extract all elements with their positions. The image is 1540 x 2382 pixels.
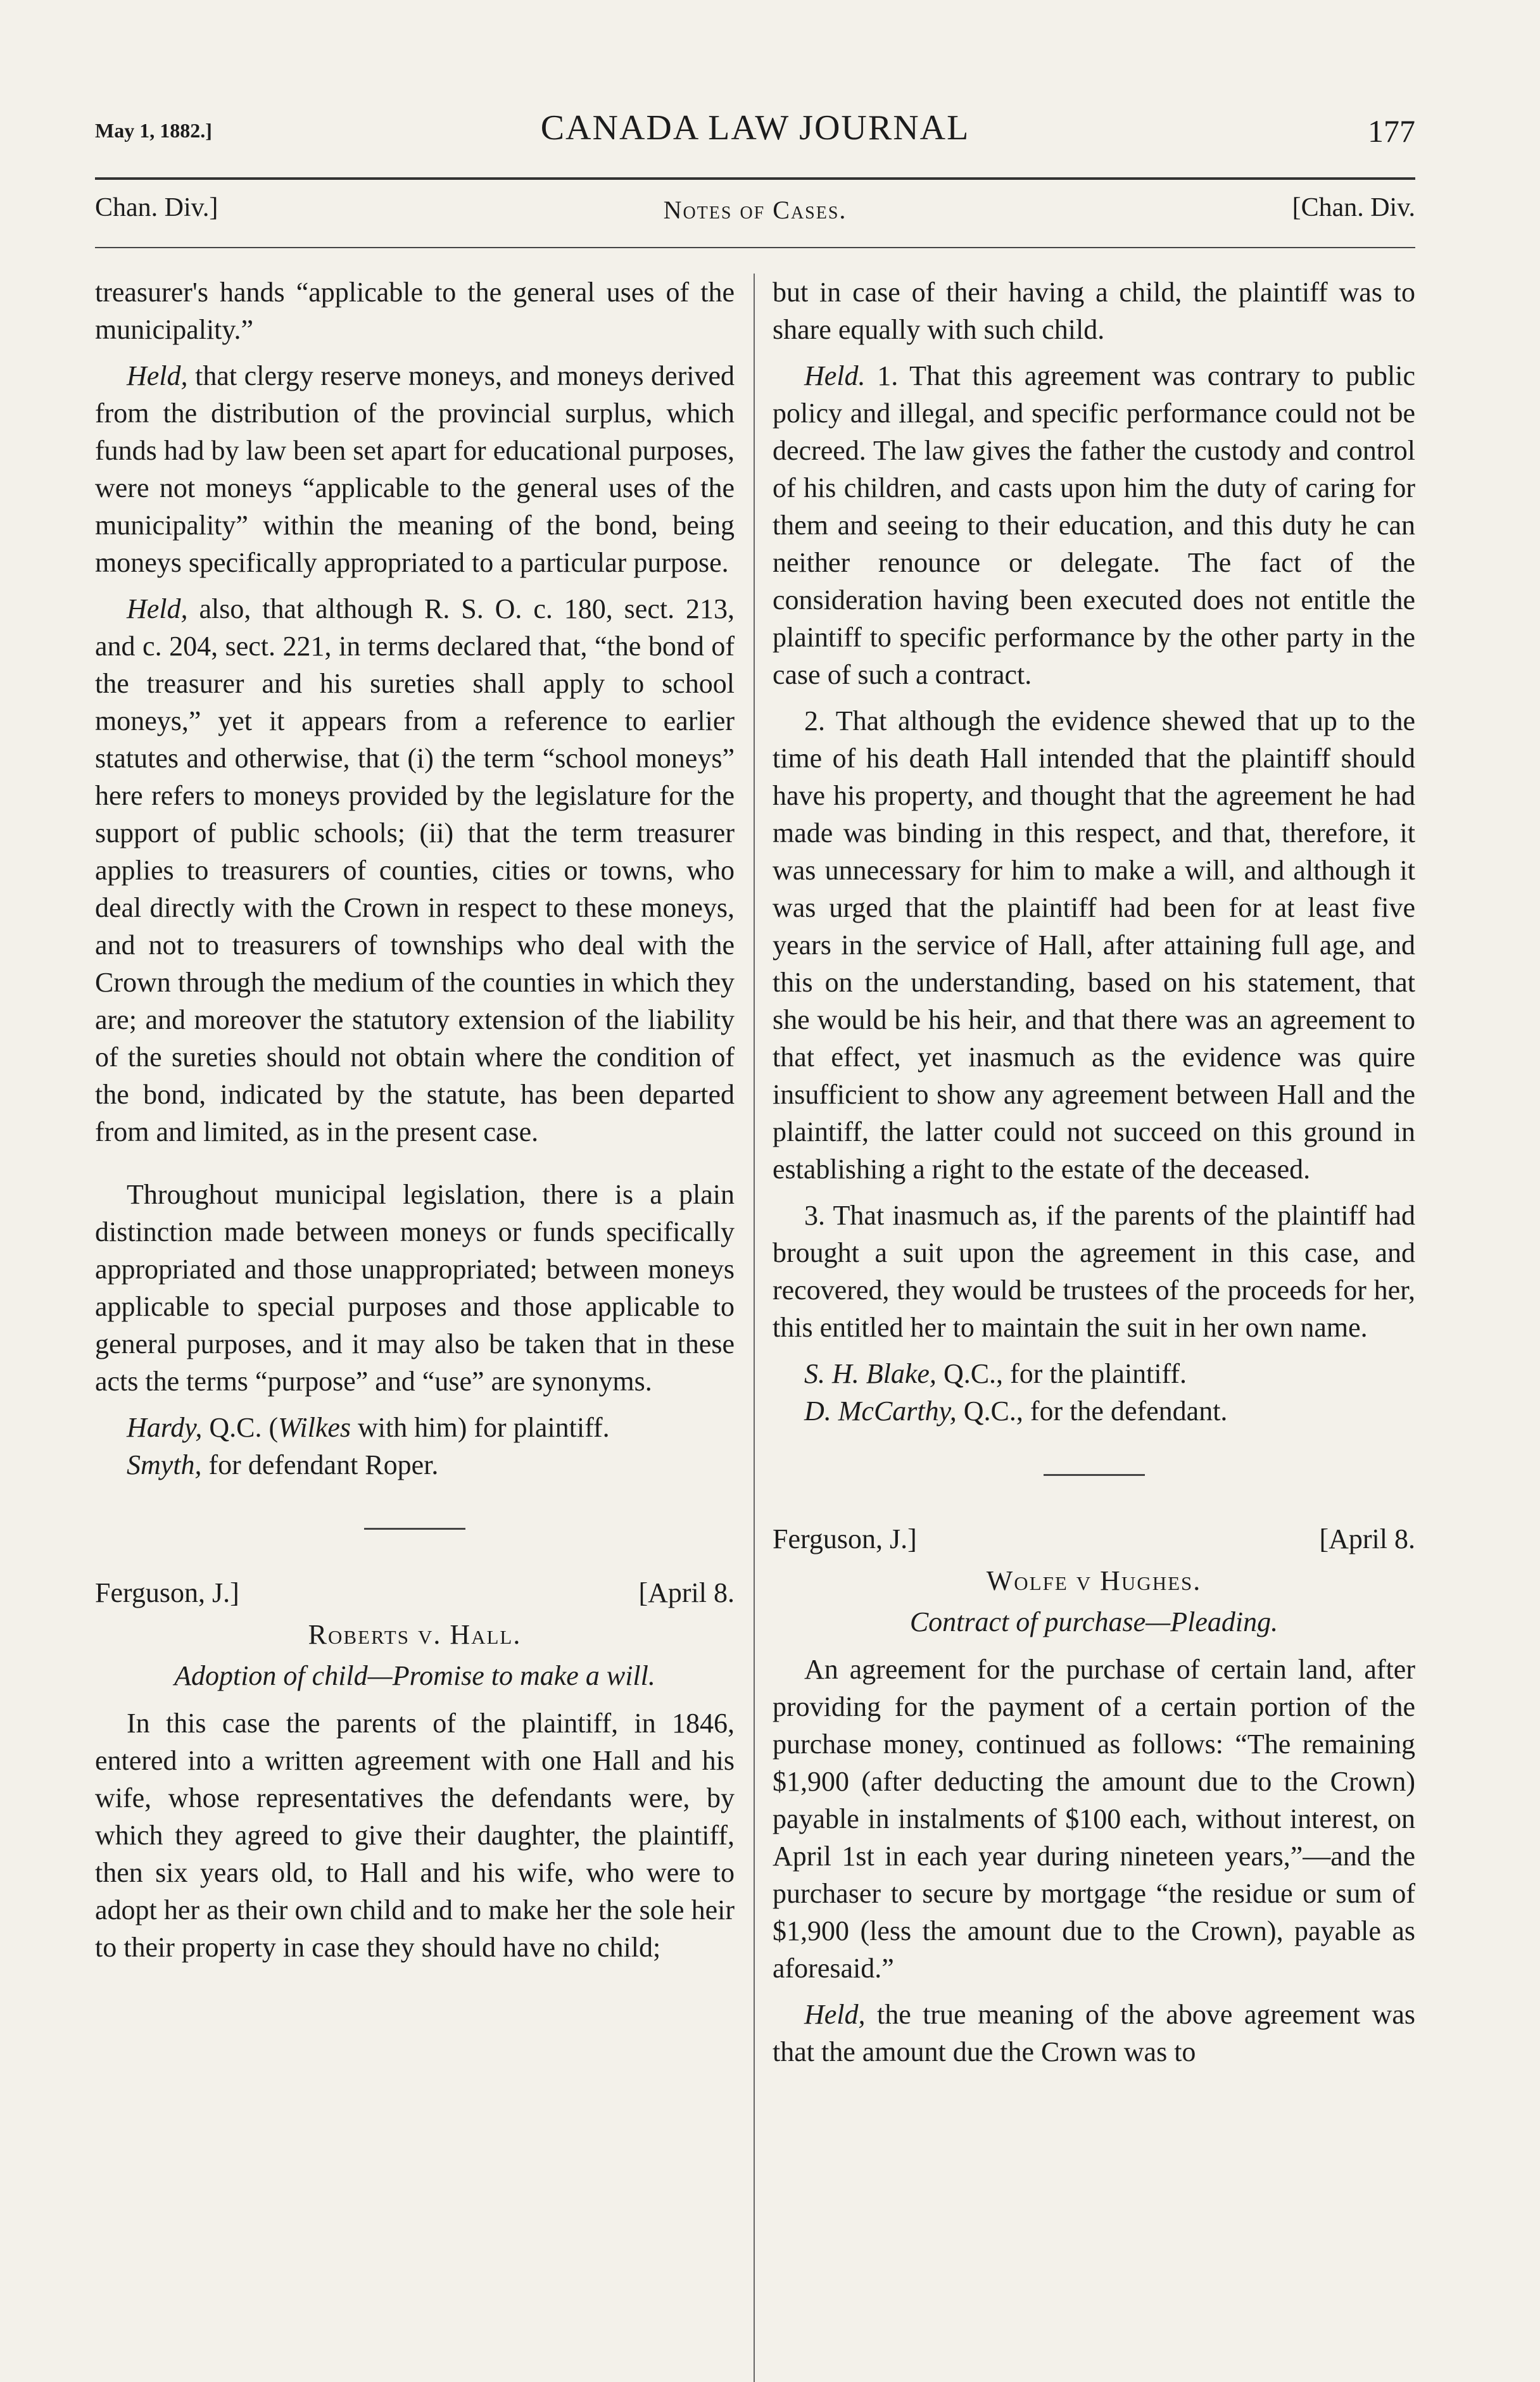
paragraph: Held, also, that although R. S. O. c. 180, sect. 213, and c. 204, sect. 221, in terms declared that, “the bond of the treasurer and his sureties shall apply to school moneys,” yet it appears from a reference to earlier statutes and otherwise, that (i) the term “school moneys” here refers to moneys provided by the legislature for the support of public schools; (ii) that the term treasurer applies to treasurers of counties, cities or towns, who deal directly with the Crown in respect to these moneys, and not to treasurers of townships who deal with the Crown through the medium of the counties in which they are; and moreover the statutory extension of the liability of the sureties should not obtain where the condition of the bond, indicated by the statute, has been departed from and limited, as in the present case. xyxy=(95,593,735,1147)
case-heading xyxy=(95,1574,735,1612)
section-header xyxy=(95,192,1415,237)
header-date: May 1, 1882.] xyxy=(95,119,212,142)
case-separator xyxy=(1044,1474,1145,1476)
held-label: Held. xyxy=(804,360,866,391)
column-divider xyxy=(754,274,755,2382)
two-column-body xyxy=(95,274,1415,2357)
case-topic: Adoption of child—Promise to make a will. xyxy=(174,1660,655,1691)
case-heading xyxy=(773,1520,1415,1558)
paragraph: Held, the true meaning of the above agreement was that the amount due the Crown was to xyxy=(773,1999,1415,2067)
case-topic: Contract of purchase—Pleading. xyxy=(909,1606,1278,1637)
paragraph: but in case of their having a child, the plaintiff was to share equally with such child. xyxy=(773,277,1415,345)
running-header xyxy=(95,108,1415,158)
header-rule xyxy=(95,177,1415,180)
counsel-line: D. McCarthy, Q.C., for the defendant. xyxy=(804,1396,1228,1427)
case-judge: Ferguson, J.] xyxy=(95,1577,239,1608)
held-label: Held, xyxy=(127,360,188,391)
section-rule xyxy=(95,247,1415,248)
section-left: Chan. Div.] xyxy=(95,193,218,222)
counsel-line: S. H. Blake, Q.C., for the plaintiff. xyxy=(804,1358,1187,1389)
counsel-line: Hardy, Q.C. (Wilkes with him) for plaintiff. xyxy=(127,1412,610,1443)
paragraph: An agreement for the purchase of certain land, after providing for the payment of a certain portion of the purchase money, continued as follows: “The remaining $1,900 (after deducting the amount due to the Crown) payable in instalments of $100 each, without interest, on April 1st in each year during nineteen years,”—and the purchaser to secure by mortgage “the residue or sum of $1,900 (less the amount due to the Crown), payable as aforesaid.” xyxy=(773,1654,1415,1984)
case-title: Wolfe v Hughes. xyxy=(986,1565,1202,1596)
counsel-line: Smyth, for defendant Roper. xyxy=(127,1449,439,1480)
paragraph: Throughout municipal legislation, there is a plain distinction made between moneys or funds specifically appropriated and those unappropriated; between moneys applicable to special purposes and those applicable to general purposes, and it may also be taken that in these acts the terms “purpose” and “use” are synonyms. xyxy=(95,1179,735,1397)
paragraph: 2. That although the evidence shewed that up to the time of his death Hall intended that the plaintiff should have his property, and thought that the agreement he had made was binding in this respect, and that, therefore, it was unnecessary for him to make a will, and although it was urged that the plaintiff had been for at least five years in the service of Hall, after attaining full age, and this on the understanding, based on his statement, that she would be his heir, and that there was an agreement to that effect, yet inasmuch as the evidence was quire insufficient to show any agreement between Hall and the plaintiff, the latter could not succeed on this ground in establishing a right to the estate of the deceased. xyxy=(773,705,1415,1185)
page-number: 177 xyxy=(1368,113,1415,149)
paragraph: treasurer's hands “applicable to the general uses of the municipality.” xyxy=(95,277,735,345)
case-separator xyxy=(364,1528,465,1530)
case-date: [April 8. xyxy=(638,1577,735,1608)
right-column xyxy=(773,274,1415,2079)
journal-title: CANADA LAW JOURNAL xyxy=(540,108,970,148)
left-column xyxy=(95,274,735,1975)
case-judge: Ferguson, J.] xyxy=(773,1523,917,1554)
case-date: [April 8. xyxy=(1319,1523,1415,1554)
paragraph: Held. 1. That this agreement was contrary to public policy and illegal, and specific performance could not be decreed. The law gives the father the custody and control of his children, and casts upon him the duty of caring for them and seeing to their education, and this duty he can neither renounce or delegate. The fact of the consideration having been executed does not entitle the plaintiff to specific performance by the other party in the case of such a contract. xyxy=(773,360,1415,690)
journal-page xyxy=(95,108,1415,2357)
paragraph: 3. That inasmuch as, if the parents of the plaintiff had brought a suit upon the agreement in this case, and recovered, they would be trustees of the proceeds for her, this entitled her to maintain the suit in her own name. xyxy=(773,1200,1415,1343)
held-label: Held, xyxy=(804,1999,866,2030)
held-label: Held, xyxy=(127,593,188,624)
paragraph: Held, that clergy reserve moneys, and moneys derived from the distribution of the provincial surplus, which funds had by law been set apart for educational purposes, were not moneys “applicable to the general uses of the municipality” within the meaning of the bond, being moneys specifically appropriated to a particular purpose. xyxy=(95,360,735,578)
paragraph: In this case the parents of the plaintiff, in 1846, entered into a written agreement with one Hall and his wife, whose representatives the defendants were, by which they agreed to give their daughter, the plaintiff, then six years old, to Hall and his wife, who were to adopt her as their own child and to make her the sole heir to their property in case they should have no child; xyxy=(95,1708,735,1963)
section-right: [Chan. Div. xyxy=(1292,193,1415,222)
section-title: Notes of Cases. xyxy=(663,196,847,224)
case-title: Roberts v. Hall. xyxy=(308,1619,522,1650)
